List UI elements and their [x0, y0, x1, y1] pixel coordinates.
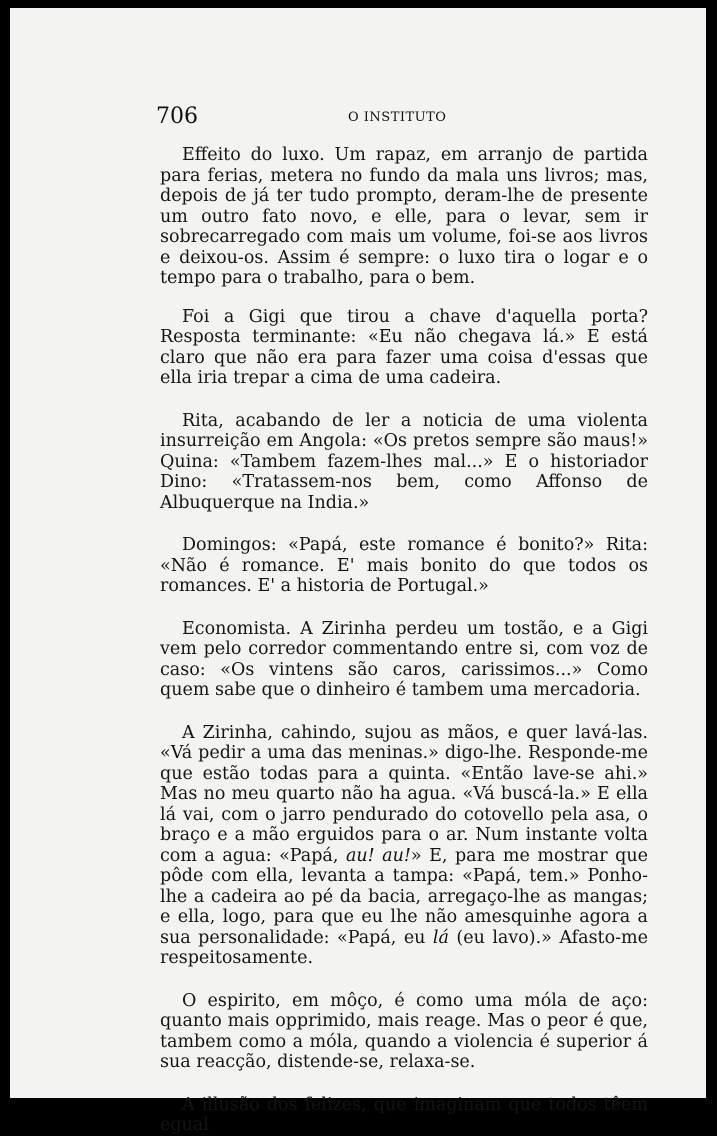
paragraph-gigi: Foi a Gigi que tirou a chave d'aquella porta? Resposta terminante: «Eu não chegava lá.» E está claro que não era para fazer uma coisa d'essas que ella iria trepar a cima de uma cadeira. — [160, 306, 648, 388]
paragraph-rita-angola: Rita, acabando de ler a noticia de uma violenta insurreição em Angola: «Os pretos sempre são maus!» Quina: «Tambem fazem-lhes mal...» E o historiador Dino: «Tratassem-nos bem, como Affonso de Albuquerque na India.» — [160, 410, 648, 513]
book-page — [10, 8, 706, 1135]
paragraph-illusao: A illusão dos felizes, que imaginam que todos têem egual — [160, 1094, 648, 1135]
zirinha-au: au! au! — [345, 845, 411, 866]
page-header — [10, 104, 706, 134]
zirinha-text-2: » E, para me mostrar que pôde com ella, levanta a tampa: «Papá, tem.» Ponho-lhe a cadeira ao pé da bacia, arregaço-lhe as mangas; e ella, logo, para que eu lhe não amesquinhe agora a sua personalidade: «Papá, eu — [160, 845, 648, 948]
page-number: 706 — [156, 104, 198, 129]
zirinha-text-3: (eu lavo).» Afasto-me respeitosamente. — [160, 927, 648, 968]
paragraph-economista: Economista. A Zirinha perdeu um tostão, e a Gigi vem pelo corredor commentando entre si, com voz de caso: «Os vintens são caros, carissimos...» Como quem sabe que o dinheiro é tambem uma mercadoria. — [160, 618, 648, 700]
paragraph-zirinha — [160, 723, 648, 969]
running-head: O INSTITUTO — [348, 110, 447, 125]
paragraph-luxo: Effeito do luxo. Um rapaz, em arranjo de partida para ferias, metera no fundo da mala uns livros; mas, depois de já ter tudo prompto, deram-lhe de presente um outro fato novo, e elle, para o levar, sem ir sobrecarregado com mais um volume, foi-se aos livros e deixou-os. Assim é sempre: o luxo tira o logar e o tempo para o trabalho, para o bem. — [160, 145, 648, 288]
zirinha-text-1: A Zirinha, cahindo, sujou as mãos, e quer lavá-las. «Vá pedir a uma das meninas.» digo-lhe. Responde-me que estão todas para a quinta. «Então lave-se ahi.» Mas no meu quarto não ha agua. «Vá buscá-la.» E ella lá vai, com o jarro pendurado do cotovello pela asa, o braço e a mão erguidos para o ar. Num instante volta com a agua: «Papá, — [160, 722, 648, 866]
zirinha-la: lá — [432, 927, 449, 948]
paragraph-domingos: Domingos: «Papá, este romance é bonito?» Rita: «Não é romance. E' mais bonito do que todos os romances. E' a historia de Portugal.» — [160, 535, 648, 596]
body-text — [160, 145, 648, 1136]
paragraph-espirito: O espirito, em môço, é como uma móla de aço: quanto mais opprimido, mais reage. Mas o peor é que, tambem como a móla, quando a violencia é superior á sua reacção, distende-se, relaxa-se. — [160, 990, 648, 1072]
